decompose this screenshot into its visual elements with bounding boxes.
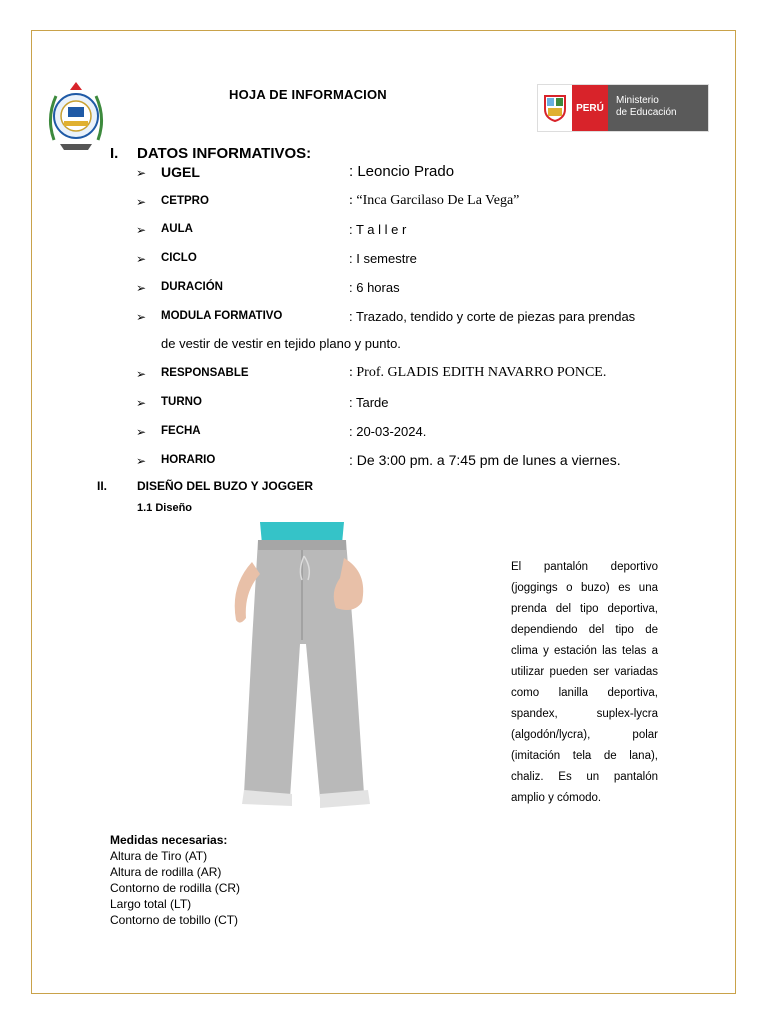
measure-item: Altura de rodilla (AR): [110, 865, 222, 879]
measure-item: Largo total (LT): [110, 897, 192, 911]
item-label-ciclo: CICLO: [161, 252, 197, 264]
arrow-bullet-icon: ➢: [136, 252, 147, 266]
item-value-ugel: : Leoncio Prado: [349, 163, 455, 180]
arrow-bullet-icon: ➢: [136, 396, 147, 410]
arrow-bullet-icon: ➢: [136, 195, 147, 209]
item-label-turno: TURNO: [161, 396, 202, 408]
item-value-turno: : Tarde: [349, 395, 389, 410]
arrow-bullet-icon: ➢: [136, 454, 147, 468]
item-label-horario: HORARIO: [161, 454, 216, 466]
ministry-logo: [538, 85, 708, 131]
section-2-subheading: 1.1 Diseño: [137, 502, 193, 514]
ministry-label: Ministerio de Educación: [608, 85, 708, 131]
arrow-bullet-icon: ➢: [136, 425, 147, 439]
peru-label: PERÚ: [572, 85, 608, 131]
arrow-bullet-icon: ➢: [136, 166, 147, 180]
measures-list: [110, 832, 240, 928]
description-paragraph: El pantalón deportivo (joggings o buzo) es una prenda del tipo deportiva, dependiendo del tipo de clima y estación las telas a utilizar pueden ser variadas como lanilla deportiva, spandex, suplex-lycra (algodón/lycra), polar (imitación tela de lana), chaliz. Es un pantalón amplio y cómodo.: [511, 561, 658, 804]
jogger-pants-photo: [222, 522, 384, 818]
measures-heading: Medidas necesarias:: [110, 833, 228, 847]
measure-item: Contorno de tobillo (CT): [110, 913, 239, 927]
item-label-modulo: MODULA FORMATIVO: [161, 310, 283, 322]
item-value-modulo-continuation: de vestir de vestir en tejido plano y punto.: [161, 336, 401, 351]
page-title: HOJA DE INFORMACION: [229, 87, 387, 102]
item-label-fecha: FECHA: [161, 425, 201, 437]
arrow-bullet-icon: ➢: [136, 223, 147, 237]
item-value-horario: : De 3:00 pm. a 7:45 pm de lunes a viernes.: [349, 452, 621, 468]
item-label-aula: AULA: [161, 223, 193, 235]
item-value-aula: : T a l l e r: [349, 222, 407, 237]
item-value-cetpro: : “Inca Garcilaso De La Vega”: [349, 193, 520, 208]
measure-item: Altura de Tiro (AT): [110, 849, 208, 863]
item-label-duracion: DURACIÓN: [161, 281, 223, 293]
section-1-heading: I. DATOS INFORMATIVOS:: [110, 145, 312, 162]
item-value-responsable: : Prof. GLADIS EDITH NAVARRO PONCE.: [349, 365, 607, 380]
measure-item: Contorno de rodilla (CR): [110, 881, 241, 895]
arrow-bullet-icon: ➢: [136, 310, 147, 324]
peru-shield-icon: [538, 85, 572, 131]
section-2-heading: II. DISEÑO DEL BUZO Y JOGGER: [97, 479, 314, 493]
item-value-ciclo: : I semestre: [349, 251, 417, 266]
item-value-fecha: : 20-03-2024.: [349, 424, 427, 439]
institution-seal-logo: [44, 80, 108, 154]
item-label-cetpro: CETPRO: [161, 195, 209, 207]
item-label-responsable: RESPONSABLE: [161, 367, 249, 379]
item-value-duracion: : 6 horas: [349, 280, 400, 295]
arrow-bullet-icon: ➢: [136, 367, 147, 381]
item-value-modulo: : Trazado, tendido y corte de piezas para prendas: [349, 309, 636, 324]
arrow-bullet-icon: ➢: [136, 281, 147, 295]
item-label-ugel: UGEL: [161, 164, 200, 180]
